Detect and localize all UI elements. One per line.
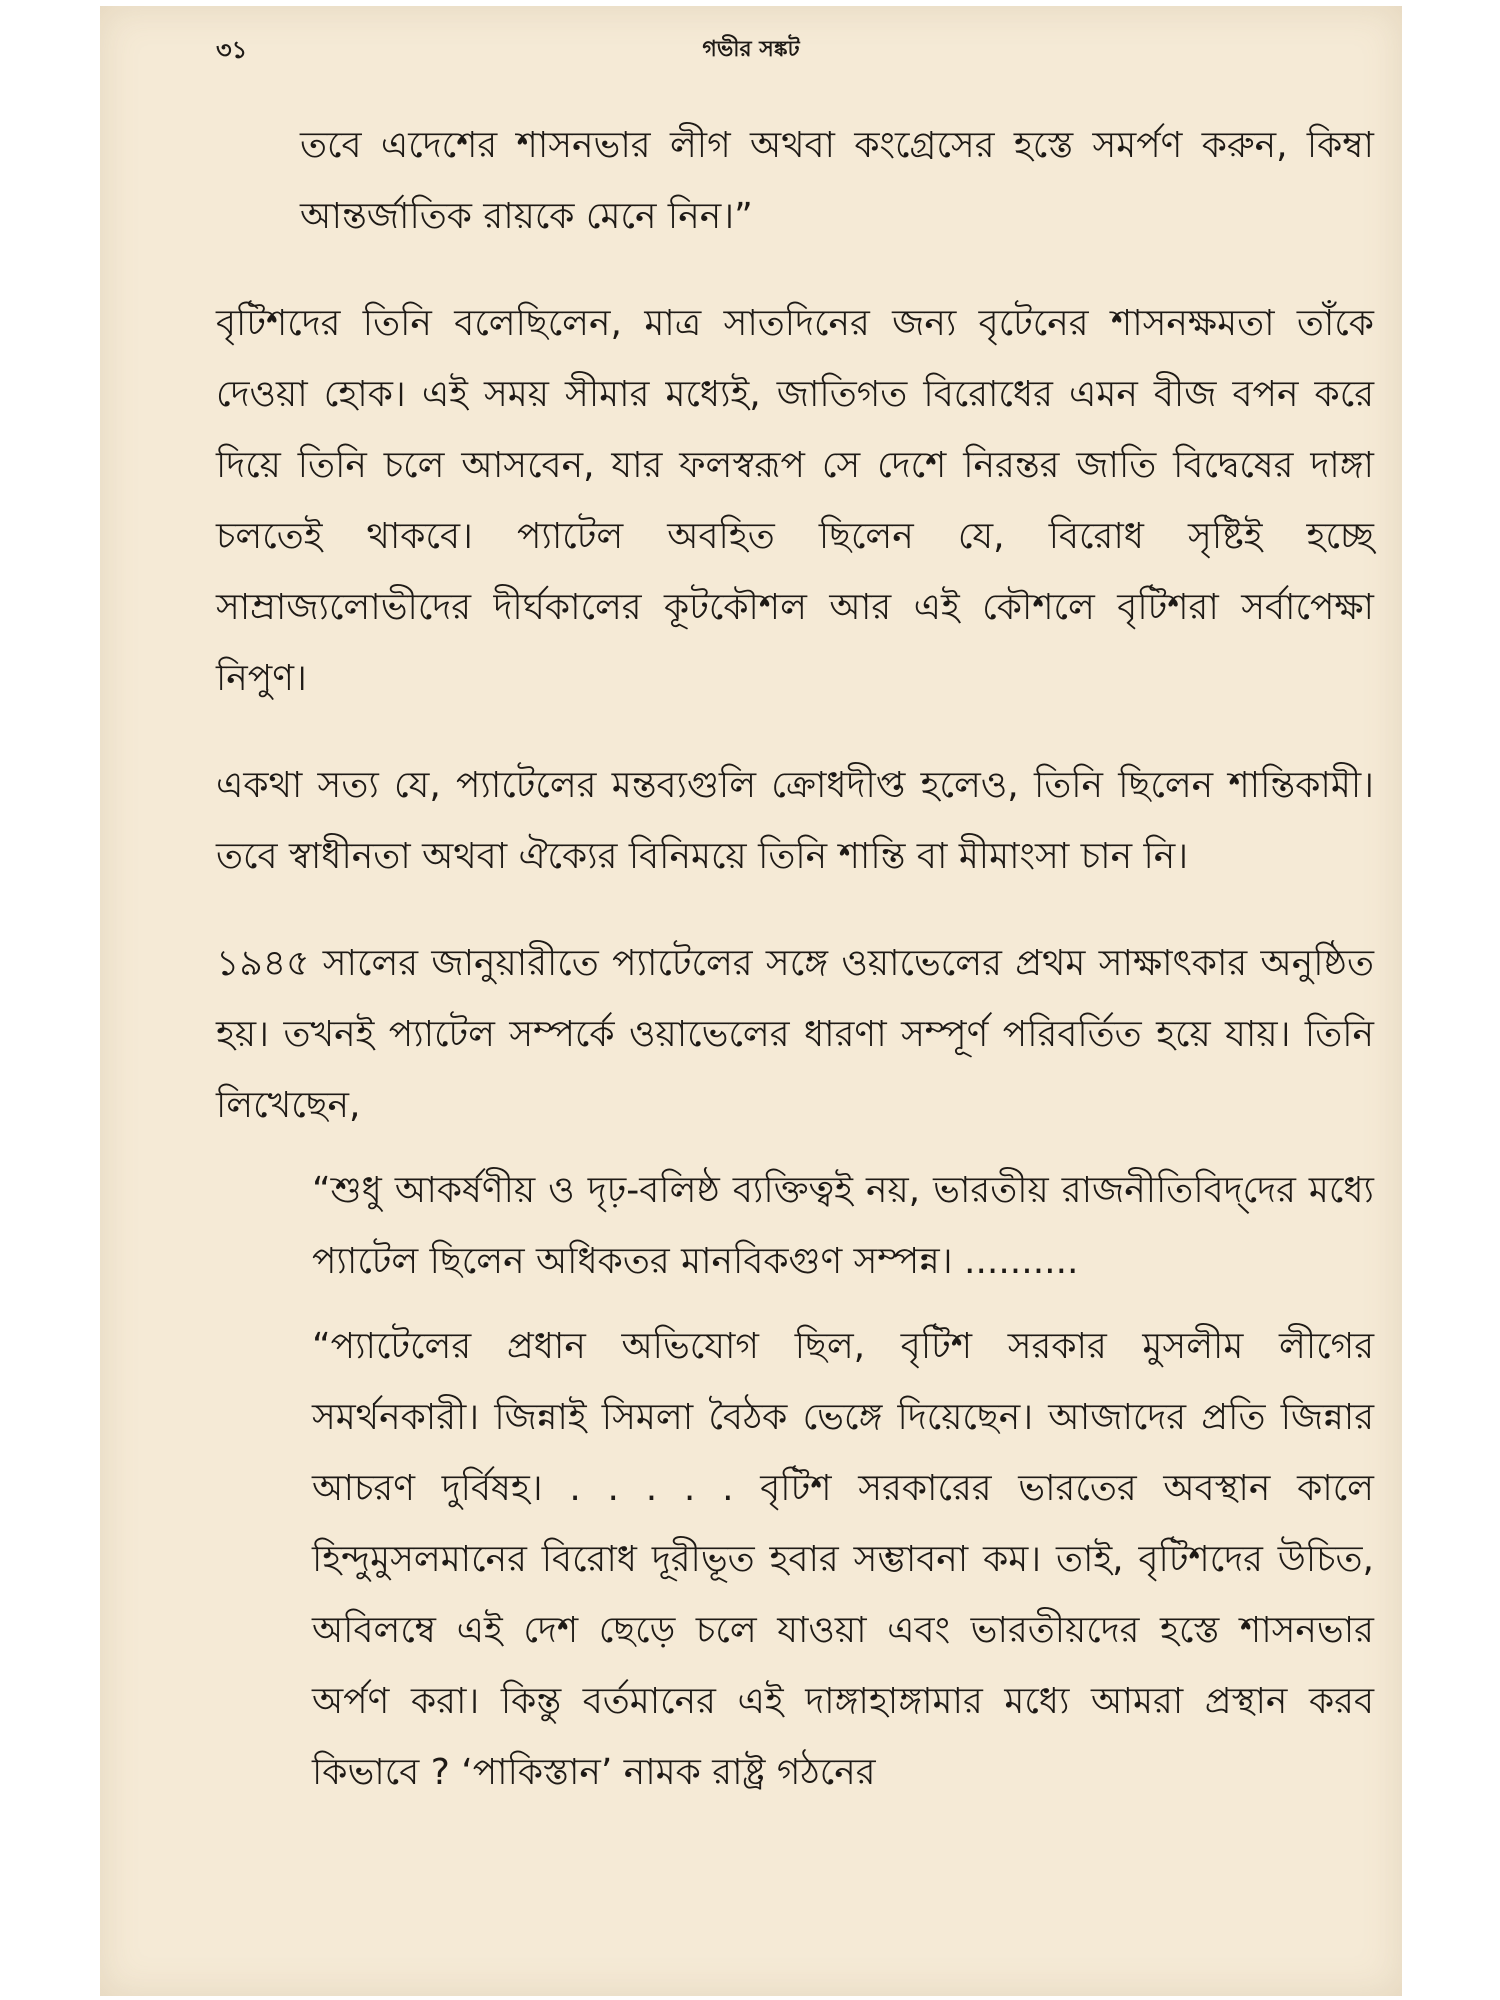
- page-number: ৩১: [216, 36, 248, 64]
- running-header: [100, 32, 1402, 72]
- block-quote: “শুধু আকর্ষণীয় ও দৃঢ়-বলিষ্ঠ ব্যক্তিত্বই নয়, ভারতীয় রাজনীতিবিদ্‌দের মধ্যে প্যাটেল ছিলেন অধিকতর মানবিকগুণ সম্পন্ন। ..........: [312, 1170, 1374, 1282]
- paragraph: বৃটিশদের তিনি বলেছিলেন, মাত্র সাতদিনের জন্য বৃটেনের শাসনক্ষমতা তাঁকে দেওয়া হোক। এই সময় সীমার মধ্যেই, জাতিগত বিরোধের এমন বীজ বপন করে দিয়ে তিনি চলে আসবেন, যার ফলস্বরূপ সে দেশে নিরন্তর জাতি বিদ্বেষের দাঙ্গা চলতেই থাকবে। প্যাটেল অবহিত ছিলেন যে, বিরোধ সৃষ্টিই হচ্ছে সাম্রাজ্যলোভীদের দীর্ঘকালের কূটকৌশল আর এই কৌশলে বৃটিশরা সর্বাপেক্ষা নিপুণ।: [216, 303, 1374, 699]
- paragraph: একথা সত্য যে, প্যাটেলের মন্তব্যগুলি ক্রোধদীপ্ত হলেও, তিনি ছিলেন শান্তিকামী। তবে স্বাধীনতা অথবা ঐক্যের বিনিময়ে তিনি শান্তি বা মীমাংসা চান নি।: [216, 765, 1374, 877]
- book-page: [100, 6, 1402, 1996]
- running-title: গভীর সঙ্কট: [702, 37, 800, 62]
- body-text: [216, 110, 1374, 1808]
- block-quote: “প্যাটেলের প্রধান অভিযোগ ছিল, বৃটিশ সরকার মুসলীম লীগের সমর্থনকারী। জিন্নাই সিমলা বৈঠক ভেঙ্গে দিয়েছেন। আজাদের প্রতি জিন্নার আচরণ দুর্বিষহ। . . . . . বৃটিশ সরকারের ভারতের অবস্থান কালে হিন্দুমুসলমানের বিরোধ দূরীভূত হবার সম্ভাবনা কম। তাই, বৃটিশদের উচিত, অবিলম্বে এই দেশ ছেড়ে চলে যাওয়া এবং ভারতীয়দের হস্তে শাসনভার অর্পণ করা। কিন্তু বর্তমানের এই দাঙ্গাহাঙ্গামার মধ্যে আমরা প্রস্থান করব কিভাবে ? ‘পাকিস্তান’ নামক রাষ্ট্র গঠনের: [312, 1326, 1374, 1793]
- paragraph: ১৯৪৫ সালের জানুয়ারীতে প্যাটেলের সঙ্গে ওয়াভেলের প্রথম সাক্ষাৎকার অনুষ্ঠিত হয়। তখনই প্যাটেল সম্পর্কে ওয়াভেলের ধারণা সম্পূর্ণ পরিবর্তিত হয়ে যায়। তিনি লিখেছেন,: [216, 943, 1374, 1126]
- paragraph-continued: তবে এদেশের শাসনভার লীগ অথবা কংগ্রেসের হস্তে সমর্পণ করুন, কিম্বা আন্তর্জাতিক রায়কে মেনে নিন।”: [300, 125, 1374, 237]
